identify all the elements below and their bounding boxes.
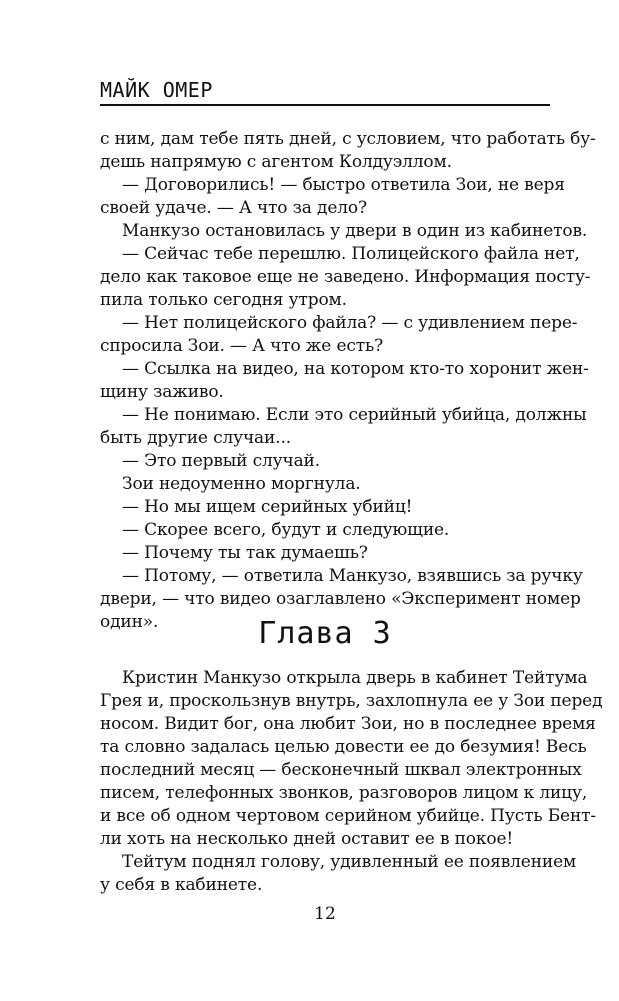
text-line: и все об одном чертовом серийном убийце. Пусть Бент- xyxy=(100,806,596,826)
text-line: носом. Видит бог, она любит Зои, но в последнее время xyxy=(100,714,596,734)
text-line: Кристин Манкузо открыла дверь в кабинет Тейтума xyxy=(122,668,588,688)
text-line: — Скорее всего, будут и следующие. xyxy=(122,520,450,540)
text-line: Грея и, проскользнув внутрь, захлопнула ее у Зои перед xyxy=(100,691,603,711)
text-line: двери, — что видео озаглавлено «Эксперимент номер xyxy=(100,589,581,609)
text-line: дело как таковое еще не заведено. Информация посту- xyxy=(100,267,591,287)
text-line: писем, телефонных звонков, разговоров лицом к лицу, xyxy=(100,783,588,803)
text-line: один». xyxy=(100,612,159,632)
text-line: — Договорились! — быстро ответила Зои, не веря xyxy=(122,175,565,195)
text-line: своей удаче. — А что за дело? xyxy=(100,198,367,218)
text-line: — Не понимаю. Если это серийный убийца, должны xyxy=(122,405,587,425)
text-line: Зои недоуменно моргнула. xyxy=(122,474,361,494)
text-line: — Почему ты так думаешь? xyxy=(122,543,368,563)
text-line: та словно задалась целью довести ее до безумия! Весь xyxy=(100,737,587,757)
text-line: щину заживо. xyxy=(100,382,224,402)
header-rule xyxy=(100,104,550,106)
text-line: Тейтум поднял голову, удивленный ее появлением xyxy=(122,852,577,872)
text-line: ли хоть на несколько дней оставит ее в покое! xyxy=(100,829,514,849)
text-line: — Это первый случай. xyxy=(122,451,320,471)
text-line: Манкузо остановилась у двери в один из кабинетов. xyxy=(122,221,588,241)
text-line: последний месяц — бесконечный шквал электронных xyxy=(100,760,582,780)
running-header xyxy=(100,78,550,106)
chapter-title: Глава 3 xyxy=(258,616,392,651)
text-line: — Ссылка на видео, на котором кто-то хоронит жен- xyxy=(122,359,589,379)
text-line: — Сейчас тебе перешлю. Полицейского файла нет, xyxy=(122,244,580,264)
header-title: МАЙК ОМЕР xyxy=(100,78,213,102)
text-line: пила только сегодня утром. xyxy=(100,290,347,310)
text-line: дешь напрямую с агентом Колдуэллом. xyxy=(100,152,452,172)
text-line: с ним, дам тебе пять дней, с условием, что работать бу- xyxy=(100,129,596,149)
text-line: у себя в кабинете. xyxy=(100,875,263,895)
chapter-text xyxy=(100,667,603,897)
text-line: спросила Зои. — А что же есть? xyxy=(100,336,384,356)
body-text xyxy=(100,128,596,634)
text-line: — Но мы ищем серийных убийц! xyxy=(122,497,413,517)
page-number: 12 xyxy=(314,904,336,924)
text-line: быть другие случаи... xyxy=(100,428,291,448)
text-line: — Нет полицейского файла? — с удивлением пере- xyxy=(122,313,578,333)
text-line: — Потому, — ответила Манкузо, взявшись за ручку xyxy=(122,566,583,586)
